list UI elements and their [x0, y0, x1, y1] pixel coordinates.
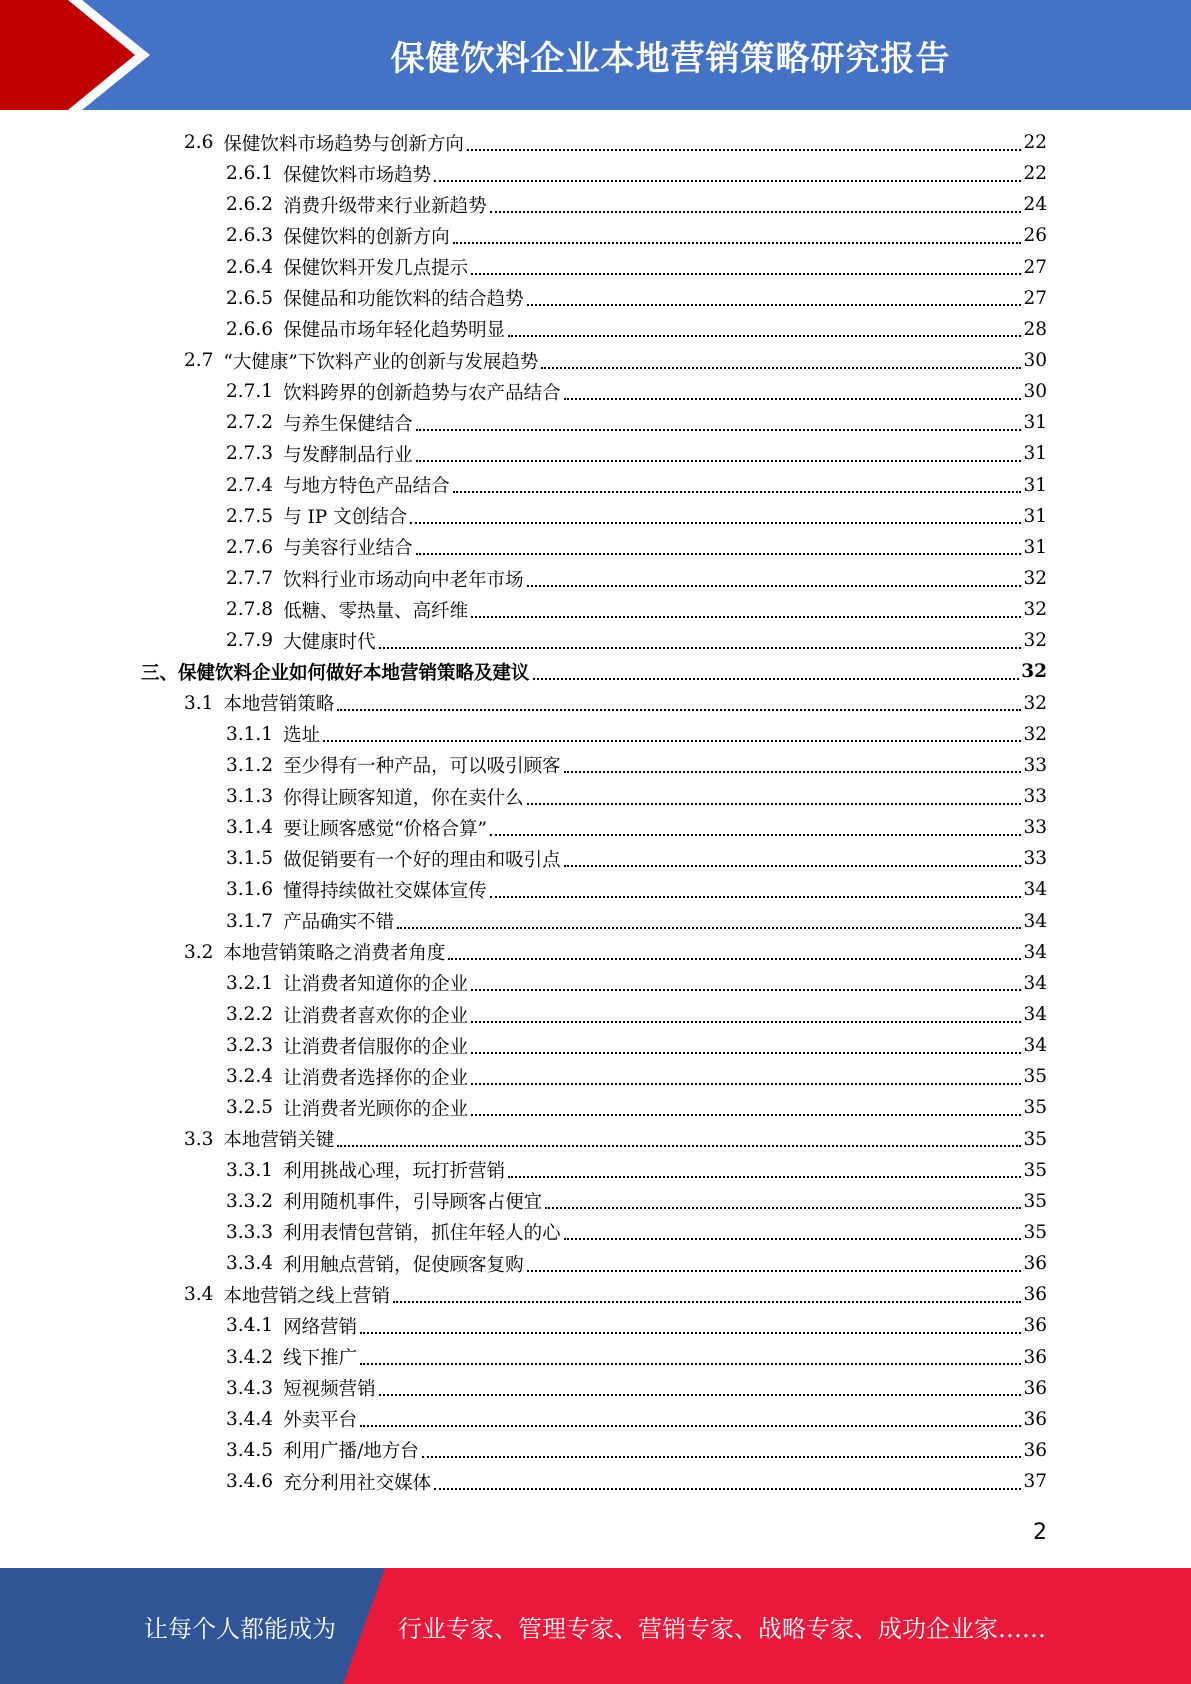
toc-entry-title: 保健饮料企业如何做好本地营销策略及建议: [178, 662, 530, 684]
toc-entry[interactable]: [0, 781, 1191, 812]
toc-entry-title: 让消费者光顾你的企业: [283, 1098, 469, 1120]
toc-entry-page: 31: [1023, 443, 1047, 465]
toc-entry[interactable]: [0, 252, 1191, 283]
toc-entry[interactable]: [0, 1248, 1191, 1279]
toc-entry-page: 35: [1023, 1128, 1047, 1150]
toc-entry-title: 与美容行业结合: [283, 538, 413, 560]
toc-dot-leader: [533, 678, 1020, 680]
toc-entry-page: 32: [1023, 692, 1047, 714]
toc-entry-number: 3.1.4: [226, 817, 274, 839]
toc-entry-page: 36: [1023, 1253, 1047, 1275]
toc-entry-page: 31: [1023, 412, 1047, 434]
toc-entry[interactable]: [0, 719, 1191, 750]
toc-entry-number: 3.1.5: [226, 848, 274, 870]
toc-dot-leader: [416, 553, 1022, 555]
toc-entry-number: 3.3.1: [226, 1159, 274, 1181]
toc-entry-number: 2.6: [184, 132, 214, 154]
document-title: 保健饮料企业本地营销策略研究报告: [390, 38, 951, 79]
toc-dot-leader: [527, 585, 1022, 587]
toc-entry[interactable]: [0, 750, 1191, 781]
toc-dot-leader: [467, 149, 1022, 151]
toc-entry-number: 3.1.2: [226, 754, 274, 776]
toc-dot-leader: [360, 1363, 1021, 1365]
page-number: 2: [1033, 1520, 1047, 1545]
toc-entry-title: 保健饮料市场趋势: [283, 164, 432, 186]
toc-entry-title: 利用表情包营销，抓住年轻人的心: [283, 1223, 561, 1245]
toc-entry-title: 饮料行业市场动向中老年市场: [283, 569, 524, 591]
toc-dot-leader: [416, 460, 1022, 462]
toc-entry-title: 让消费者选择你的企业: [283, 1067, 469, 1089]
toc-entry-page: 37: [1023, 1471, 1047, 1493]
toc-entry-number: 2.6.4: [226, 256, 274, 278]
toc-entry[interactable]: [0, 220, 1191, 251]
toc-entry-title: 本地营销策略: [223, 694, 335, 716]
toc-entry-number: 3.4.5: [226, 1439, 274, 1461]
toc-entry-number: 3.1.3: [226, 786, 274, 808]
toc-dot-leader: [564, 398, 1022, 400]
toc-dot-leader: [323, 740, 1021, 742]
toc-entry-page: 35: [1023, 1097, 1047, 1119]
toc-dot-leader: [471, 273, 1021, 275]
toc-dot-leader: [434, 1488, 1021, 1490]
toc-entry-number: 3.4.6: [226, 1471, 274, 1493]
toc-entry-title: 本地营销之线上营销: [223, 1285, 390, 1307]
footer-slogan-right: 行业专家、管理专家、营销专家、战略专家、成功企业家……: [398, 1614, 1046, 1643]
toc-entry-title: 网络营销: [283, 1316, 358, 1338]
toc-entry-number: 3.1.6: [226, 879, 274, 901]
toc-entry-title: 与发酵制品行业: [283, 444, 413, 466]
toc-entry[interactable]: [0, 1466, 1191, 1497]
toc-entry-number: 2.7.9: [226, 630, 274, 652]
toc-entry-number: 2.6.3: [226, 225, 274, 247]
toc-entry[interactable]: [0, 1186, 1191, 1217]
toc-entry[interactable]: [0, 1279, 1191, 1310]
toc-entry[interactable]: [0, 1310, 1191, 1341]
toc-dot-leader: [541, 367, 1021, 369]
toc-entry[interactable]: [0, 345, 1191, 376]
toc-entry-page: 27: [1023, 287, 1047, 309]
toc-entry-number: 3.4: [184, 1284, 214, 1306]
toc-entry-page: 34: [1023, 1035, 1047, 1057]
toc-entry-page: 33: [1023, 786, 1047, 808]
toc-entry-page: 30: [1023, 381, 1047, 403]
toc-entry[interactable]: [0, 906, 1191, 937]
toc-entry-page: 22: [1023, 163, 1047, 185]
toc-dot-leader: [416, 429, 1022, 431]
toc-entry-title: 低糖、零热量、高纤维: [283, 600, 469, 622]
toc-entry[interactable]: [0, 127, 1191, 158]
toc-entry-number: 3.1.7: [226, 910, 274, 932]
toc-entry-page: 32: [1021, 661, 1047, 683]
toc-dot-leader: [471, 616, 1021, 618]
toc-entry-number: 3.2.2: [226, 1004, 274, 1025]
toc-dot-leader: [434, 180, 1021, 182]
page-footer: [0, 1568, 1191, 1684]
toc-entry-title: 与养生保健结合: [283, 413, 413, 435]
toc-entry-page: 34: [1023, 879, 1047, 901]
toc-entry-number: 3.3.3: [226, 1221, 274, 1243]
toc-dot-leader: [422, 1456, 1022, 1458]
toc-entry[interactable]: [0, 937, 1191, 968]
toc-dot-leader: [564, 771, 1022, 773]
toc-entry-title: 至少得有一种产品，可以吸引顾客: [283, 756, 561, 778]
toc-entry-title: 保健饮料市场趋势与创新方向: [223, 133, 464, 155]
toc-entry-number: 2.6.5: [226, 287, 274, 309]
toc-entry[interactable]: [0, 1217, 1191, 1248]
toc-entry-title: 外卖平台: [283, 1410, 358, 1432]
toc-entry[interactable]: [0, 1373, 1191, 1404]
toc-entry-title: 利用挑战心理，玩打折营销: [283, 1161, 506, 1183]
toc-entry[interactable]: [0, 1124, 1191, 1155]
toc-entry-title: 利用广播/地方台: [283, 1441, 419, 1463]
toc-entry-number: 三、: [141, 662, 179, 684]
toc-entry-number: 2.6.1: [226, 163, 274, 185]
toc-entry-number: 3.2.3: [226, 1035, 274, 1057]
toc-entry-page: 26: [1023, 225, 1047, 247]
footer-slogan-left: 让每个人都能成为: [144, 1614, 336, 1643]
toc-entry[interactable]: [0, 189, 1191, 220]
toc-entry[interactable]: [0, 532, 1191, 563]
toc-entry-number: 3.2.5: [226, 1097, 274, 1119]
toc-entry[interactable]: [0, 656, 1191, 687]
toc-entry-title: 充分利用社交媒体: [283, 1472, 432, 1494]
toc-dot-leader: [337, 1145, 1021, 1147]
table-of-contents: [0, 127, 1191, 1497]
toc-entry[interactable]: [0, 470, 1191, 501]
toc-entry-page: 33: [1023, 848, 1047, 870]
toc-dot-leader: [490, 896, 1022, 898]
toc-entry-page: 35: [1023, 1190, 1047, 1212]
page-header: [0, 0, 1191, 110]
toc-entry-title: 你得让顾客知道，你在卖什么: [283, 787, 524, 809]
toc-entry[interactable]: [0, 283, 1191, 314]
toc-entry-page: 34: [1023, 972, 1047, 994]
toc-entry-number: 2.7.1: [226, 381, 274, 403]
toc-entry-page: 31: [1023, 474, 1047, 496]
toc-dot-leader: [360, 1332, 1021, 1334]
toc-entry-title: 大健康时代: [283, 631, 376, 653]
toc-entry[interactable]: [0, 625, 1191, 656]
toc-dot-leader: [564, 865, 1022, 867]
toc-entry[interactable]: [0, 407, 1191, 438]
toc-entry-title: 保健饮料开发几点提示: [283, 258, 469, 280]
toc-entry[interactable]: [0, 501, 1191, 532]
toc-entry-title: “大健康”下饮料产业的创新与发展趋势: [223, 351, 539, 373]
toc-entry[interactable]: [0, 1092, 1191, 1123]
toc-entry-page: 27: [1023, 256, 1047, 278]
toc-entry-title: 懂得持续做社交媒体宣传: [283, 880, 487, 902]
toc-dot-leader: [490, 834, 1021, 836]
toc-dot-leader: [360, 1425, 1021, 1427]
toc-entry-page: 36: [1023, 1439, 1047, 1461]
toc-entry-number: 3.2.1: [226, 972, 274, 994]
toc-entry-page: 32: [1023, 599, 1047, 621]
toc-entry-page: 32: [1023, 723, 1047, 745]
toc-dot-leader: [453, 491, 1022, 493]
toc-entry-title: 利用随机事件，引导顾客占便宜: [283, 1192, 543, 1214]
toc-entry-page: 34: [1023, 1004, 1047, 1025]
toc-entry-title: 保健饮料的创新方向: [283, 226, 450, 248]
toc-entry-page: 36: [1023, 1315, 1047, 1337]
toc-entry-number: 2.7.3: [226, 443, 274, 465]
toc-entry-title: 让消费者知道你的企业: [283, 974, 469, 996]
toc-entry-title: 与地方特色产品结合: [283, 476, 450, 498]
toc-entry[interactable]: [0, 688, 1191, 719]
toc-entry-page: 24: [1023, 194, 1047, 216]
toc-entry-page: 30: [1023, 350, 1047, 372]
toc-entry-number: 2.6.6: [226, 318, 274, 340]
toc-entry[interactable]: [0, 376, 1191, 407]
toc-entry-page: 35: [1023, 1159, 1047, 1181]
toc-entry[interactable]: [0, 1030, 1191, 1061]
toc-entry-title: 消费升级带来行业新趋势: [283, 195, 487, 217]
toc-entry-number: 2.7.6: [226, 536, 274, 558]
toc-dot-leader: [508, 1176, 1021, 1178]
toc-entry[interactable]: [0, 843, 1191, 874]
toc-entry-title: 保健品市场年轻化趋势明显: [283, 320, 506, 342]
toc-entry-page: 35: [1023, 1221, 1047, 1243]
toc-dot-leader: [471, 1052, 1021, 1054]
toc-dot-leader: [471, 1021, 1021, 1023]
toc-entry-page: 31: [1023, 505, 1047, 527]
toc-entry[interactable]: [0, 314, 1191, 345]
toc-dot-leader: [490, 211, 1022, 213]
toc-entry-title: 短视频营销: [283, 1379, 376, 1401]
toc-entry-number: 3.3.4: [226, 1253, 274, 1275]
toc-entry[interactable]: [0, 968, 1191, 999]
toc-entry-title: 让消费者喜欢你的企业: [283, 1005, 469, 1027]
toc-entry-page: 36: [1023, 1284, 1047, 1306]
toc-entry[interactable]: [0, 594, 1191, 625]
toc-entry-number: 2.7.2: [226, 412, 274, 434]
toc-entry-number: 2.7.8: [226, 599, 274, 621]
toc-dot-leader: [527, 304, 1022, 306]
toc-dot-leader: [453, 242, 1022, 244]
toc-entry-title: 让消费者信服你的企业: [283, 1036, 469, 1058]
toc-entry-number: 3.4.3: [226, 1377, 274, 1399]
toc-dot-leader: [564, 1238, 1022, 1240]
toc-entry-number: 2.7.5: [226, 505, 274, 527]
toc-entry-number: 3.3: [184, 1128, 214, 1150]
toc-entry-page: 36: [1023, 1377, 1047, 1399]
toc-entry-title: 产品确实不错: [283, 912, 395, 934]
toc-entry-page: 31: [1023, 536, 1047, 558]
toc-entry[interactable]: [0, 812, 1191, 843]
toc-dot-leader: [471, 1083, 1021, 1085]
toc-entry-page: 32: [1023, 630, 1047, 652]
toc-entry[interactable]: [0, 1435, 1191, 1466]
toc-entry-number: 3.1.1: [226, 723, 274, 745]
toc-entry-page: 35: [1023, 1066, 1047, 1088]
toc-dot-leader: [508, 335, 1021, 337]
toc-dot-leader: [448, 958, 1021, 960]
toc-entry[interactable]: [0, 1061, 1191, 1092]
toc-entry-number: 3.2: [184, 941, 214, 963]
toc-entry[interactable]: [0, 438, 1191, 469]
toc-entry-number: 3.4.1: [226, 1315, 274, 1337]
toc-entry-title: 本地营销策略之消费者角度: [223, 943, 446, 965]
toc-entry-title: 本地营销关键: [223, 1130, 335, 1152]
toc-dot-leader: [337, 709, 1021, 711]
toc-entry[interactable]: [0, 1404, 1191, 1435]
toc-entry[interactable]: [0, 158, 1191, 189]
toc-dot-leader: [471, 1114, 1021, 1116]
toc-entry-page: 36: [1023, 1408, 1047, 1430]
toc-entry[interactable]: [0, 874, 1191, 905]
toc-entry-title: 利用触点营销，促使顾客复购: [283, 1254, 524, 1276]
toc-entry-page: 34: [1023, 910, 1047, 932]
toc-dot-leader: [379, 1394, 1022, 1396]
toc-dot-leader: [410, 522, 1021, 524]
toc-dot-leader: [397, 927, 1021, 929]
toc-entry-number: 3.4.2: [226, 1346, 274, 1368]
toc-entry[interactable]: [0, 1155, 1191, 1186]
toc-entry-title: 线下推广: [283, 1348, 358, 1370]
toc-entry-title: 选址: [283, 725, 321, 747]
toc-entry-number: 3.2.4: [226, 1066, 274, 1088]
toc-entry-number: 2.7.7: [226, 568, 274, 590]
toc-entry-number: 2.7.4: [226, 474, 274, 496]
toc-entry-number: 2.6.2: [226, 194, 274, 216]
toc-entry-title: 保健品和功能饮料的结合趋势: [283, 289, 524, 311]
toc-dot-leader: [545, 1207, 1021, 1209]
toc-entry-page: 22: [1023, 132, 1047, 154]
toc-entry-page: 33: [1023, 817, 1047, 839]
toc-dot-leader: [527, 1270, 1022, 1272]
toc-entry-number: 3.3.2: [226, 1190, 274, 1212]
toc-entry-page: 32: [1023, 568, 1047, 590]
toc-entry[interactable]: [0, 999, 1191, 1030]
toc-entry-page: 36: [1023, 1346, 1047, 1368]
toc-entry-number: 2.7: [184, 350, 214, 372]
toc-entry-page: 33: [1023, 754, 1047, 776]
toc-entry[interactable]: [0, 563, 1191, 594]
toc-dot-leader: [471, 989, 1021, 991]
toc-entry-number: 3.1: [184, 692, 214, 714]
toc-dot-leader: [379, 647, 1022, 649]
toc-entry-page: 34: [1023, 941, 1047, 963]
toc-dot-leader: [393, 1301, 1022, 1303]
toc-entry[interactable]: [0, 1341, 1191, 1372]
toc-entry-title: 要让顾客感觉“价格合算”: [283, 818, 487, 840]
toc-entry-page: 28: [1023, 318, 1047, 340]
toc-entry-title: 做促销要有一个好的理由和吸引点: [283, 849, 561, 871]
toc-entry-title: 饮料跨界的创新趋势与农产品结合: [283, 382, 561, 404]
toc-dot-leader: [527, 803, 1022, 805]
toc-entry-number: 3.4.4: [226, 1408, 274, 1430]
toc-entry-title: 与 IP 文创结合: [283, 507, 408, 529]
header-arrow-graphic: [0, 0, 160, 110]
